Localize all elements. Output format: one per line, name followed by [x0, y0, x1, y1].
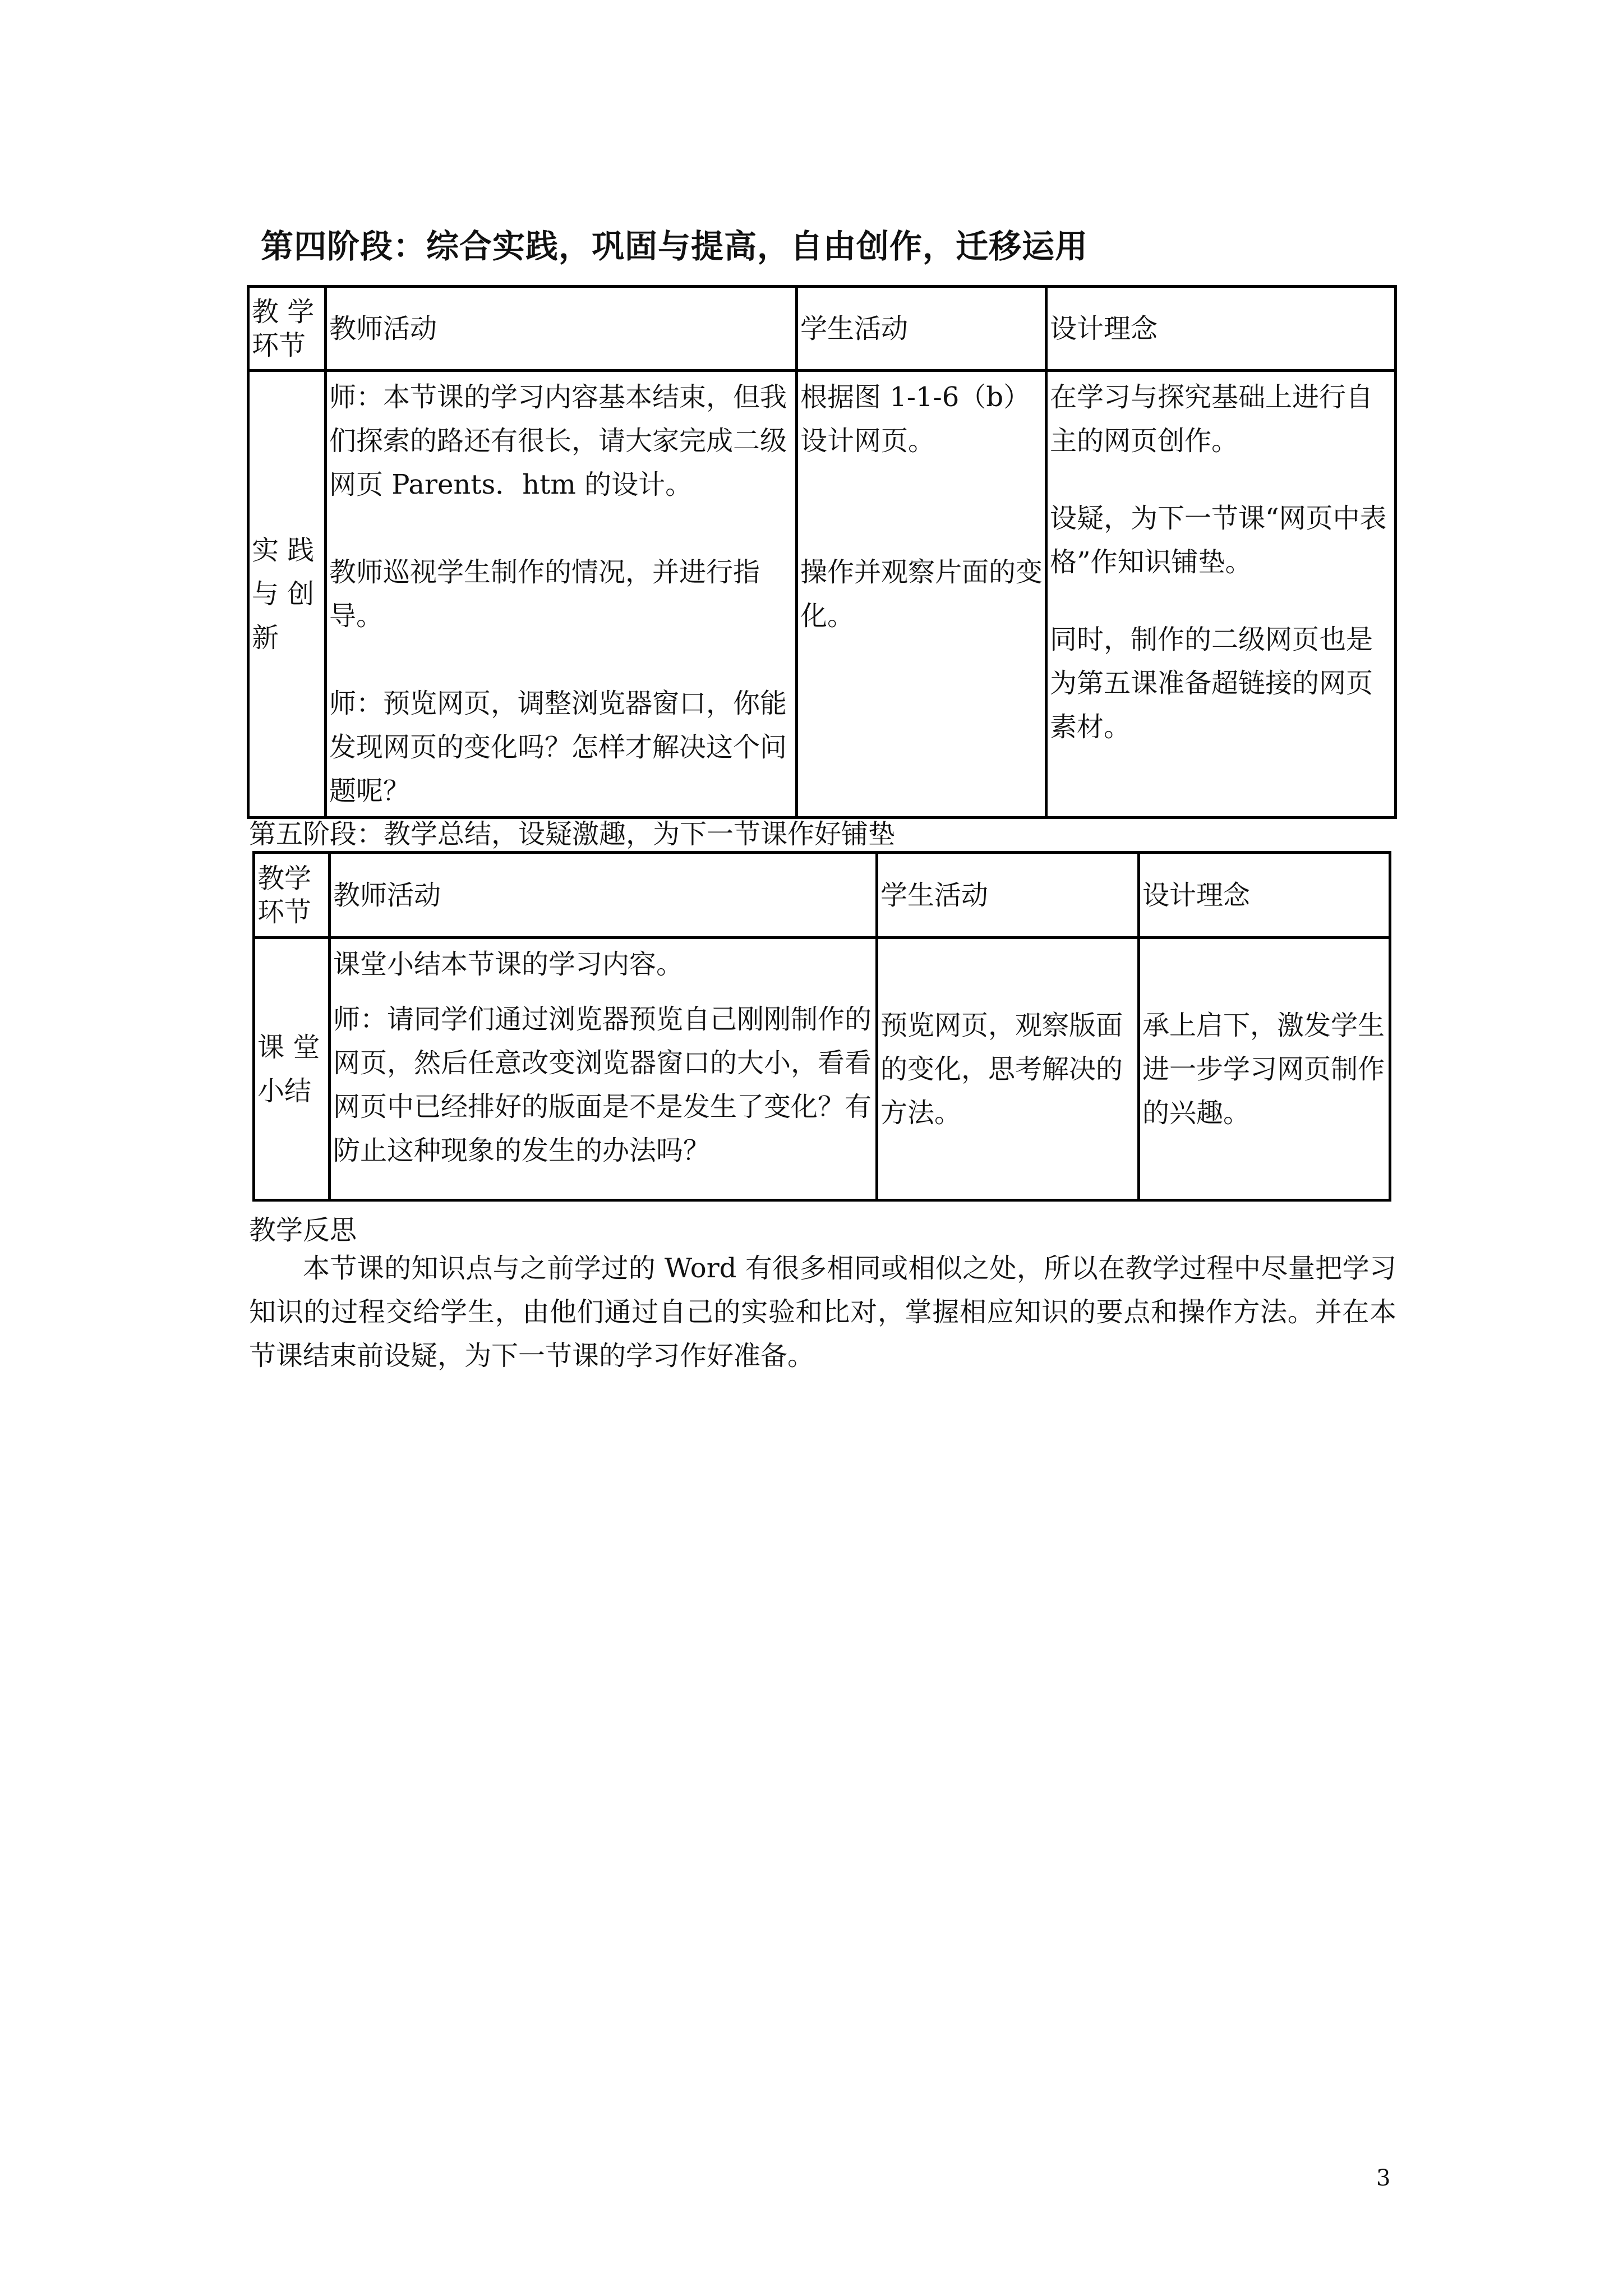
- design-paragraph: 同时，制作的二级网页也是为第五课准备超链接的网页素材。: [1050, 624, 1373, 743]
- header-design: 设计理念: [1046, 287, 1396, 371]
- design-cell: [1046, 371, 1396, 818]
- table-row: [248, 371, 1396, 818]
- teacher-activity-cell: [326, 371, 797, 818]
- page-number: 3: [1376, 2165, 1391, 2191]
- design-paragraph: 在学习与探究基础上进行自主的网页创作。: [1050, 381, 1373, 457]
- table-header-row: [248, 287, 1396, 371]
- header-student: 学生活动: [797, 287, 1046, 371]
- header-teacher: 教师活动: [330, 853, 877, 938]
- student-activity-cell: 预览网页，观察版面的变化，思考解决的方法。: [877, 938, 1139, 1200]
- header-student: 学生活动: [877, 853, 1139, 938]
- stage4-title: 第四阶段：综合实践，巩固与提高，自由创作，迁移运用: [261, 227, 1089, 265]
- teacher-paragraph: 师：预览网页，调整浏览器窗口，你能发现网页的变化吗？怎样才解决这个问题呢？: [329, 688, 787, 807]
- header-segment: 教 学环节: [248, 287, 326, 371]
- student-paragraph: 操作并观察片面的变化。: [800, 556, 1043, 632]
- header-teacher: 教师活动: [326, 287, 797, 371]
- teacher-activity-cell: [330, 938, 877, 1200]
- table-header-row: [254, 853, 1390, 938]
- design-paragraph: 设疑，为下一节课“网页中表格”作知识铺垫。: [1050, 503, 1387, 578]
- reflection-title: 教学反思: [249, 1214, 357, 1246]
- segment-cell: 实 践与 创新: [248, 371, 326, 818]
- student-activity-cell: [797, 371, 1046, 818]
- stage5-table: [252, 851, 1391, 1202]
- teacher-paragraph: 师：本节课的学习内容基本结束，但我们探索的路还有很长，请大家完成二级网页 Parents．htm 的设计。: [329, 381, 787, 500]
- segment-cell: 课 堂小结: [254, 938, 330, 1200]
- teacher-paragraph: 师：请同学们通过浏览器预览自己刚刚制作的网页，然后任意改变浏览器窗口的大小，看看网页中已经排好的版面是不是发生了变化？有防止这种现象的发生的办法吗？: [333, 1004, 872, 1166]
- table-row: [254, 938, 1390, 1200]
- student-paragraph: 根据图 1-1-6（b）设计网页。: [800, 381, 1031, 457]
- header-design: 设计理念: [1139, 853, 1390, 938]
- design-cell: 承上启下，激发学生进一步学习网页制作的兴趣。: [1139, 938, 1390, 1200]
- reflection-paragraph: 本节课的知识点与之前学过的 Word 有很多相同或相似之处，所以在教学过程中尽量把学习知识的过程交给学生，由他们通过自己的实验和比对，掌握相应知识的要点和操作方法。并在本节课结束前设疑，为下一节课的学习作好准备。: [249, 1253, 1396, 1372]
- teacher-paragraph: 教师巡视学生制作的情况，并进行指导。: [329, 556, 760, 632]
- stage5-title: 第五阶段：教学总结，设疑激趣，为下一节课作好铺垫: [249, 818, 896, 850]
- teacher-paragraph: 课堂小结本节课的学习内容。: [333, 949, 684, 980]
- reflection-body: [249, 1246, 1396, 1378]
- stage4-table: [247, 285, 1397, 819]
- header-segment: 教学环节: [254, 853, 330, 938]
